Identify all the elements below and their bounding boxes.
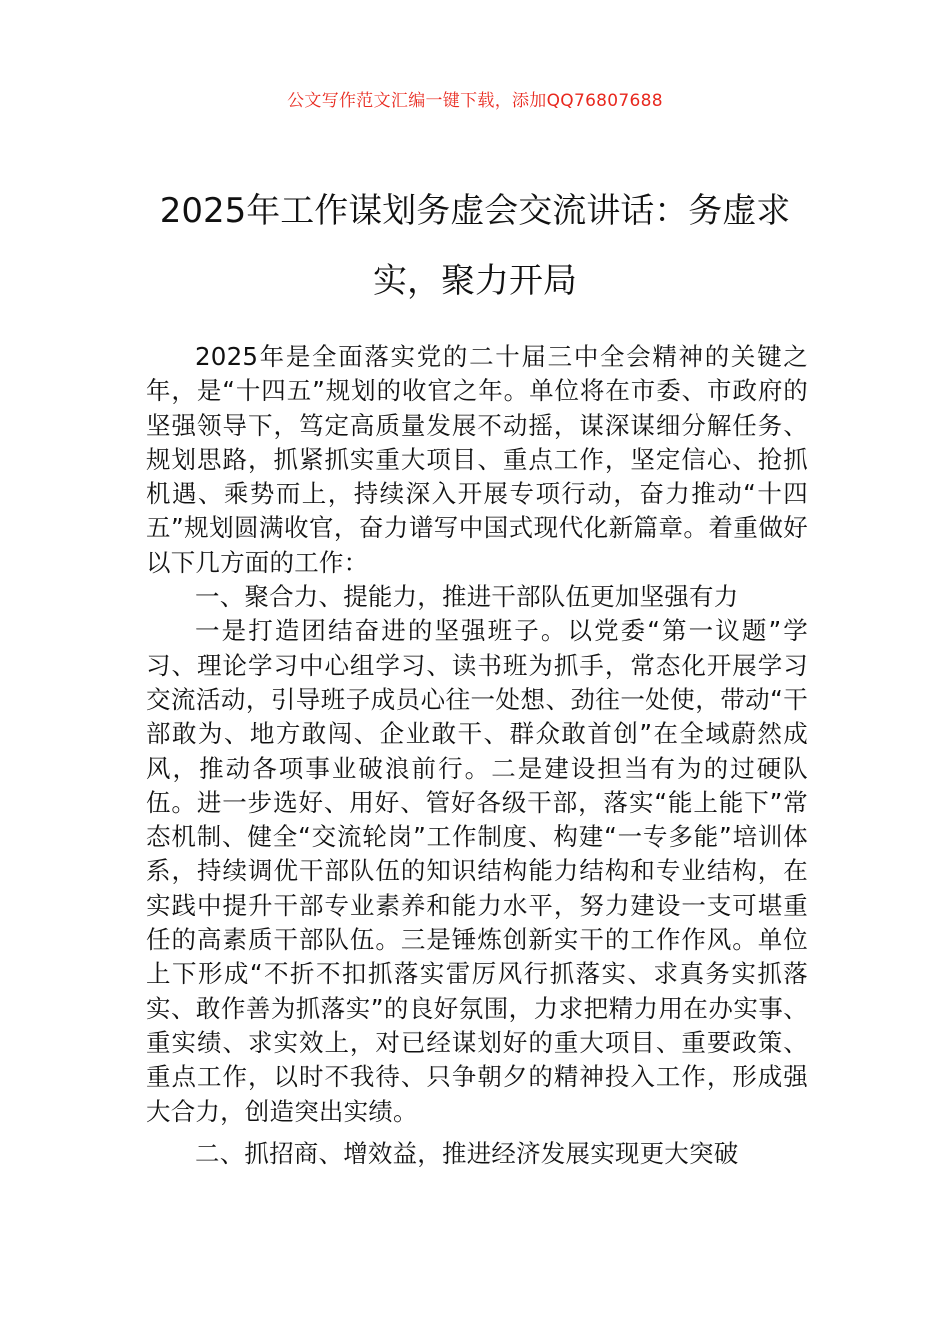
intro-paragraph: 2025年是全面落实党的二十届三中全会精神的关键之年，是“十四五”规划的收官之年。单位将在市委、市政府的坚强领导下，笃定高质量发展不动摇，谋深谋细分解任务、规划思路，抓紧抓实重大项目、重点工作，坚定信心、抢抓机遇、乘势而上，持续深入开展专项行动，奋力推动“十四五”规划圆满收官，奋力谱写中国式现代化新篇章。着重做好以下几方面的工作：: [146, 342, 808, 577]
document-body: [146, 340, 808, 1171]
section-2-heading: 二、抓招商、增效益，推进经济发展实现更大突破: [195, 1138, 739, 1168]
document-title: 2025年工作谋划务虚会交流讲话：务虚求实，聚力开局: [159, 191, 791, 301]
section-1-heading: 一、聚合力、提能力，推进干部队伍更加坚强有力: [195, 582, 739, 612]
section-spacer: [146, 1129, 808, 1137]
section-1-paragraph: 一是打造团结奋进的坚强班子。以党委“第一议题”学习、理论学习中心组学习、读书班为抓手，常态化开展学习交流活动，引导班子成员心往一处想、劲往一处使，带动“干部敢为、地方敢闯、企业敢干、群众敢首创”在全域蔚然成风，推动各项事业破浪前行。二是建设担当有为的过硬队伍。进一步选好、用好、管好各级干部，落实“能上能下”常态机制、健全“交流轮岗”工作制度、构建“一专多能”培训体系，持续调优干部队伍的知识结构能力结构和专业结构，在实践中提升干部专业素养和能力水平，努力建设一支可堪重任的高素质干部队伍。三是锤炼创新实干的工作作风。单位上下形成“不折不扣抓落实雷厉风行抓落实、求真务实抓落实、敢作善为抓落实”的良好氛围，力求把精力用在办实事、重实绩、求实效上，对已经谋划好的重大项目、重要政策、重点工作，以时不我待、只争朝夕的精神投入工作，形成强大合力，创造突出实绩。: [146, 616, 808, 1126]
download-promo-note: 公文写作范文汇编一键下载，添加QQ76807688: [287, 91, 663, 111]
